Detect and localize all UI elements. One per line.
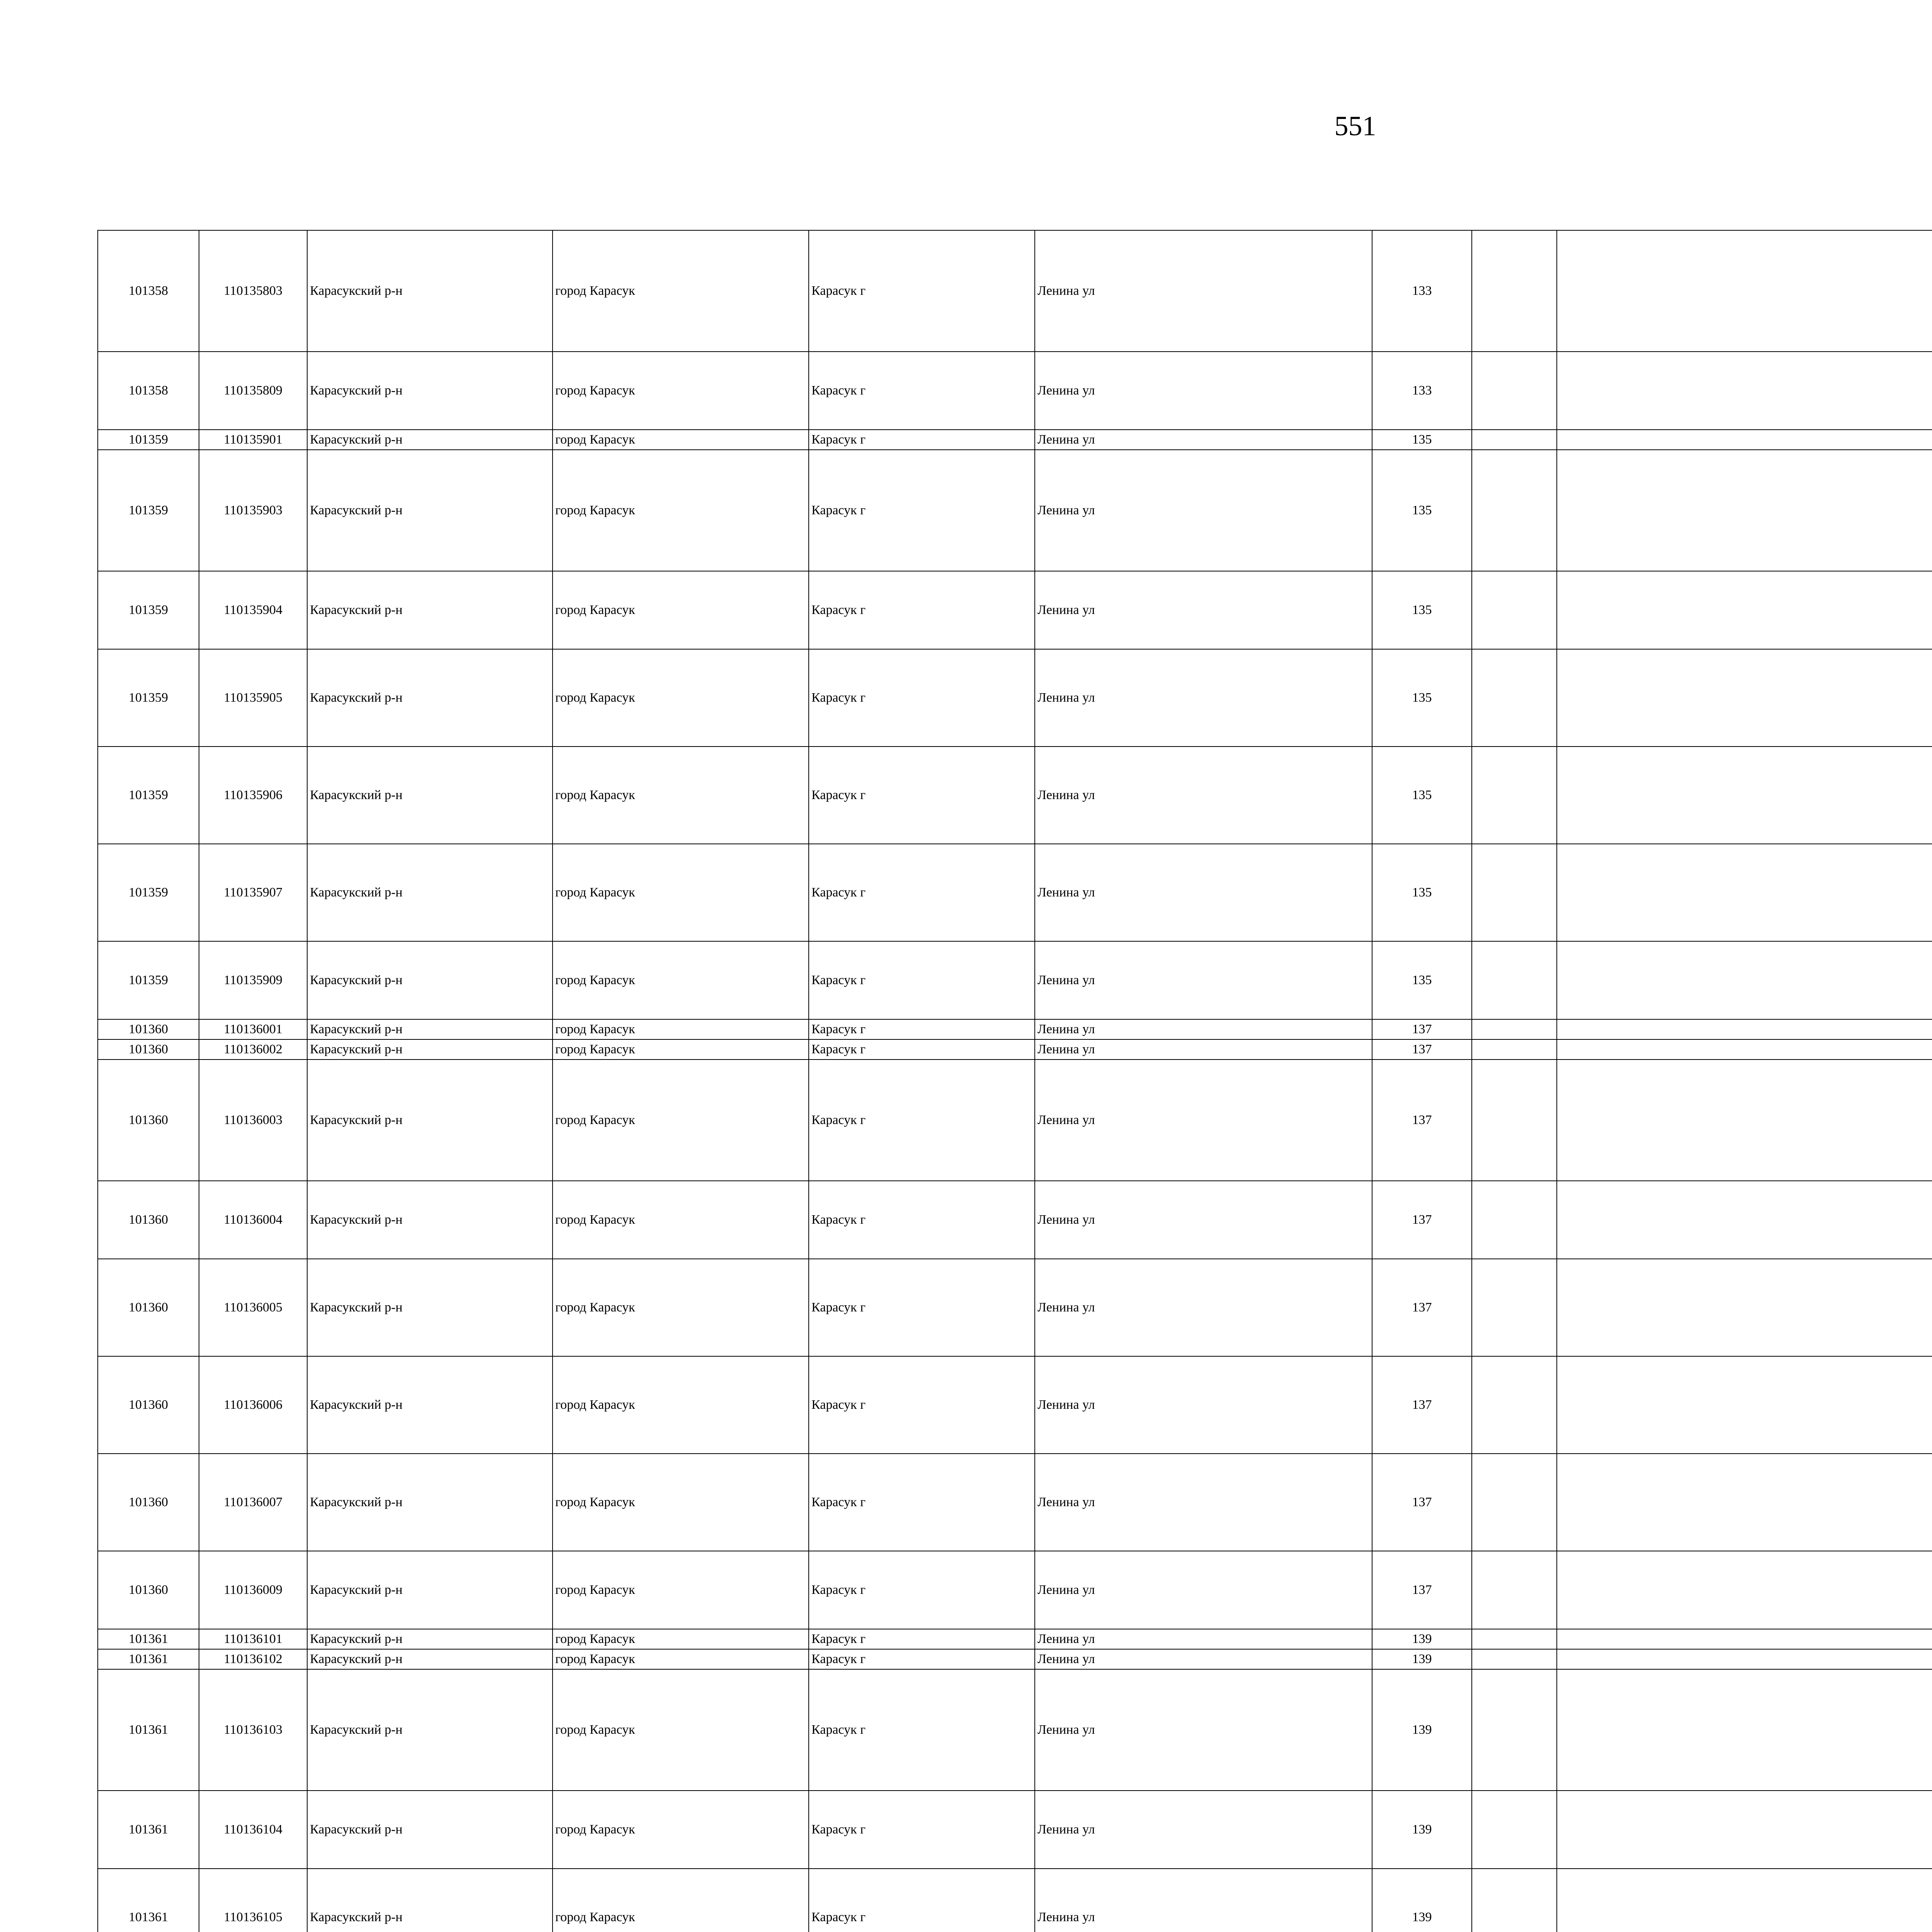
house-number-cell: 139 [1372,1649,1472,1669]
house-number-cell: 133 [1372,352,1472,430]
record-id-cell: 110136101 [199,1629,307,1649]
locality-cell: Карасук г [809,1649,1035,1669]
house-id-cell: 101359 [98,649,199,747]
street-cell: Ленина ул [1035,1649,1372,1669]
municipality-cell: город Карасук [553,941,809,1019]
municipality-cell: город Карасук [553,1669,809,1791]
district-cell: Карасукский р-н [307,1060,553,1181]
municipality-cell: город Карасук [553,649,809,747]
locality-cell: Карасук г [809,571,1035,649]
house-id-cell: 101361 [98,1869,199,1932]
locality-cell: Карасук г [809,1356,1035,1454]
house-number-cell: 135 [1372,430,1472,450]
empty-cell [1472,1454,1557,1551]
street-cell: Ленина ул [1035,1259,1372,1356]
district-cell: Карасукский р-н [307,1649,553,1669]
table-row [98,352,1932,430]
house-number-cell: 135 [1372,941,1472,1019]
empty-cell [1472,1019,1557,1039]
street-cell: Ленина ул [1035,1869,1372,1932]
build-year-cell [1557,1060,1932,1181]
municipality-cell: город Карасук [553,1791,809,1869]
locality-cell: Карасук г [809,1551,1035,1629]
house-number-cell: 133 [1372,230,1472,352]
build-year-cell [1557,352,1932,430]
house-id-cell: 101359 [98,844,199,941]
municipality-cell: город Карасук [553,1629,809,1649]
district-cell: Карасукский р-н [307,430,553,450]
house-id-cell: 101359 [98,747,199,844]
table-row [98,1629,1932,1649]
house-id-cell: 101360 [98,1551,199,1629]
record-id-cell: 110136001 [199,1019,307,1039]
build-year-cell [1557,1019,1932,1039]
build-year-cell [1557,1551,1932,1629]
locality-cell: Карасук г [809,844,1035,941]
record-id-cell: 110136005 [199,1259,307,1356]
table-row [98,1060,1932,1181]
house-number-cell: 137 [1372,1454,1472,1551]
house-id-cell: 101360 [98,1181,199,1259]
street-cell: Ленина ул [1035,450,1372,571]
house-id-cell: 101359 [98,450,199,571]
empty-cell [1472,649,1557,747]
table-row [98,649,1932,747]
record-id-cell: 110135903 [199,450,307,571]
house-id-cell: 101358 [98,352,199,430]
build-year-cell [1557,649,1932,747]
table-row [98,1019,1932,1039]
table-row [98,1181,1932,1259]
record-id-cell: 110136103 [199,1669,307,1791]
district-cell: Карасукский р-н [307,1259,553,1356]
table-row [98,571,1932,649]
empty-cell [1472,1039,1557,1060]
table-row [98,1356,1932,1454]
street-cell: Ленина ул [1035,1791,1372,1869]
municipality-cell: город Карасук [553,1039,809,1060]
build-year-cell [1557,844,1932,941]
district-cell: Карасукский р-н [307,941,553,1019]
house-number-cell: 139 [1372,1869,1472,1932]
locality-cell: Карасук г [809,1669,1035,1791]
locality-cell: Карасук г [809,1454,1035,1551]
table-row [98,430,1932,450]
house-number-cell: 135 [1372,450,1472,571]
build-year-cell [1557,1869,1932,1932]
house-id-cell: 101361 [98,1629,199,1649]
street-cell: Ленина ул [1035,1019,1372,1039]
house-number-cell: 137 [1372,1259,1472,1356]
street-cell: Ленина ул [1035,1060,1372,1181]
locality-cell: Карасук г [809,941,1035,1019]
empty-cell [1472,352,1557,430]
municipality-cell: город Карасук [553,230,809,352]
house-id-cell: 101360 [98,1019,199,1039]
house-number-cell: 135 [1372,571,1472,649]
street-cell: Ленина ул [1035,352,1372,430]
house-number-cell: 137 [1372,1551,1472,1629]
build-year-cell [1557,230,1932,352]
locality-cell: Карасук г [809,1039,1035,1060]
street-cell: Ленина ул [1035,1039,1372,1060]
district-cell: Карасукский р-н [307,1791,553,1869]
record-id-cell: 110136006 [199,1356,307,1454]
municipality-cell: город Карасук [553,1060,809,1181]
table-row [98,1551,1932,1629]
locality-cell: Карасук г [809,747,1035,844]
empty-cell [1472,1669,1557,1791]
record-id-cell: 110136003 [199,1060,307,1181]
district-cell: Карасукский р-н [307,352,553,430]
empty-cell [1472,571,1557,649]
house-id-cell: 101360 [98,1356,199,1454]
house-id-cell: 101361 [98,1669,199,1791]
district-cell: Карасукский р-н [307,1629,553,1649]
locality-cell: Карасук г [809,352,1035,430]
locality-cell: Карасук г [809,1181,1035,1259]
house-number-cell: 137 [1372,1356,1472,1454]
house-number-cell: 139 [1372,1669,1472,1791]
record-id-cell: 110136004 [199,1181,307,1259]
house-number-cell: 139 [1372,1629,1472,1649]
district-cell: Карасукский р-н [307,1669,553,1791]
district-cell: Карасукский р-н [307,1181,553,1259]
table-row [98,1259,1932,1356]
empty-cell [1472,1259,1557,1356]
build-year-cell [1557,1259,1932,1356]
street-cell: Ленина ул [1035,1551,1372,1629]
district-cell: Карасукский р-н [307,1551,553,1629]
street-cell: Ленина ул [1035,430,1372,450]
house-id-cell: 101360 [98,1259,199,1356]
house-id-cell: 101361 [98,1791,199,1869]
street-cell: Ленина ул [1035,1454,1372,1551]
municipality-cell: город Карасук [553,844,809,941]
house-id-cell: 101359 [98,571,199,649]
street-cell: Ленина ул [1035,1181,1372,1259]
record-id-cell: 110135901 [199,430,307,450]
table-row [98,1669,1932,1791]
street-cell: Ленина ул [1035,571,1372,649]
house-id-cell: 101361 [98,1649,199,1669]
table-row [98,1649,1932,1669]
house-id-cell: 101360 [98,1454,199,1551]
municipality-cell: город Карасук [553,1454,809,1551]
locality-cell: Карасук г [809,450,1035,571]
house-number-cell: 137 [1372,1060,1472,1181]
empty-cell [1472,1551,1557,1629]
municipality-cell: город Карасук [553,1259,809,1356]
locality-cell: Карасук г [809,1791,1035,1869]
record-id-cell: 110135904 [199,571,307,649]
house-number-cell: 137 [1372,1019,1472,1039]
record-id-cell: 110136104 [199,1791,307,1869]
house-number-cell: 135 [1372,649,1472,747]
empty-cell [1472,1060,1557,1181]
municipality-cell: город Карасук [553,430,809,450]
district-cell: Карасукский р-н [307,1019,553,1039]
street-cell: Ленина ул [1035,1669,1372,1791]
house-id-cell: 101360 [98,1060,199,1181]
build-year-cell [1557,1669,1932,1791]
house-number-cell: 135 [1372,844,1472,941]
record-id-cell: 110136002 [199,1039,307,1060]
empty-cell [1472,1869,1557,1932]
record-id-cell: 110135905 [199,649,307,747]
table-row [98,1869,1932,1932]
build-year-cell [1557,1791,1932,1869]
register-body [98,230,1932,1932]
municipality-cell: город Карасук [553,1869,809,1932]
house-id-cell: 101358 [98,230,199,352]
page-number: 551 [1334,111,1376,141]
district-cell: Карасукский р-н [307,844,553,941]
table-row [98,1454,1932,1551]
record-id-cell: 110136102 [199,1649,307,1669]
table-row [98,941,1932,1019]
house-number-cell: 135 [1372,747,1472,844]
street-cell: Ленина ул [1035,941,1372,1019]
build-year-cell [1557,1039,1932,1060]
locality-cell: Карасук г [809,230,1035,352]
build-year-cell [1557,941,1932,1019]
empty-cell [1472,230,1557,352]
district-cell: Карасукский р-н [307,1869,553,1932]
locality-cell: Карасук г [809,1629,1035,1649]
municipality-cell: город Карасук [553,1019,809,1039]
build-year-cell [1557,1629,1932,1649]
locality-cell: Карасук г [809,1259,1035,1356]
district-cell: Карасукский р-н [307,571,553,649]
house-number-cell: 137 [1372,1181,1472,1259]
empty-cell [1472,941,1557,1019]
build-year-cell [1557,450,1932,571]
record-id-cell: 110136007 [199,1454,307,1551]
municipality-cell: город Карасук [553,1181,809,1259]
empty-cell [1472,1356,1557,1454]
street-cell: Ленина ул [1035,1356,1372,1454]
build-year-cell [1557,430,1932,450]
build-year-cell [1557,747,1932,844]
house-number-cell: 137 [1372,1039,1472,1060]
district-cell: Карасукский р-н [307,1454,553,1551]
empty-cell [1472,430,1557,450]
table-row [98,747,1932,844]
empty-cell [1472,844,1557,941]
record-id-cell: 110136105 [199,1869,307,1932]
build-year-cell [1557,1649,1932,1669]
house-number-cell: 139 [1372,1791,1472,1869]
locality-cell: Карасук г [809,430,1035,450]
district-cell: Карасукский р-н [307,230,553,352]
table-row [98,1039,1932,1060]
empty-cell [1472,1181,1557,1259]
record-id-cell: 110136009 [199,1551,307,1629]
table-row [98,230,1932,352]
capital-repair-register-table [97,230,1932,1932]
table-row [98,450,1932,571]
municipality-cell: город Карасук [553,571,809,649]
municipality-cell: город Карасук [553,450,809,571]
street-cell: Ленина ул [1035,230,1372,352]
municipality-cell: город Карасук [553,1551,809,1629]
municipality-cell: город Карасук [553,1649,809,1669]
street-cell: Ленина ул [1035,844,1372,941]
empty-cell [1472,747,1557,844]
build-year-cell [1557,1454,1932,1551]
record-id-cell: 110135909 [199,941,307,1019]
municipality-cell: город Карасук [553,1356,809,1454]
empty-cell [1472,1649,1557,1669]
table-row [98,1791,1932,1869]
street-cell: Ленина ул [1035,1629,1372,1649]
district-cell: Карасукский р-н [307,1039,553,1060]
district-cell: Карасукский р-н [307,649,553,747]
build-year-cell [1557,1181,1932,1259]
locality-cell: Карасук г [809,1019,1035,1039]
locality-cell: Карасук г [809,649,1035,747]
municipality-cell: город Карасук [553,352,809,430]
municipality-cell: город Карасук [553,747,809,844]
record-id-cell: 110135906 [199,747,307,844]
empty-cell [1472,450,1557,571]
house-id-cell: 101359 [98,430,199,450]
empty-cell [1472,1791,1557,1869]
street-cell: Ленина ул [1035,747,1372,844]
locality-cell: Карасук г [809,1060,1035,1181]
table-row [98,844,1932,941]
record-id-cell: 110135809 [199,352,307,430]
empty-cell [1472,1629,1557,1649]
house-id-cell: 101360 [98,1039,199,1060]
district-cell: Карасукский р-н [307,450,553,571]
district-cell: Карасукский р-н [307,747,553,844]
build-year-cell [1557,1356,1932,1454]
house-id-cell: 101359 [98,941,199,1019]
build-year-cell [1557,571,1932,649]
record-id-cell: 110135803 [199,230,307,352]
locality-cell: Карасук г [809,1869,1035,1932]
district-cell: Карасукский р-н [307,1356,553,1454]
street-cell: Ленина ул [1035,649,1372,747]
record-id-cell: 110135907 [199,844,307,941]
